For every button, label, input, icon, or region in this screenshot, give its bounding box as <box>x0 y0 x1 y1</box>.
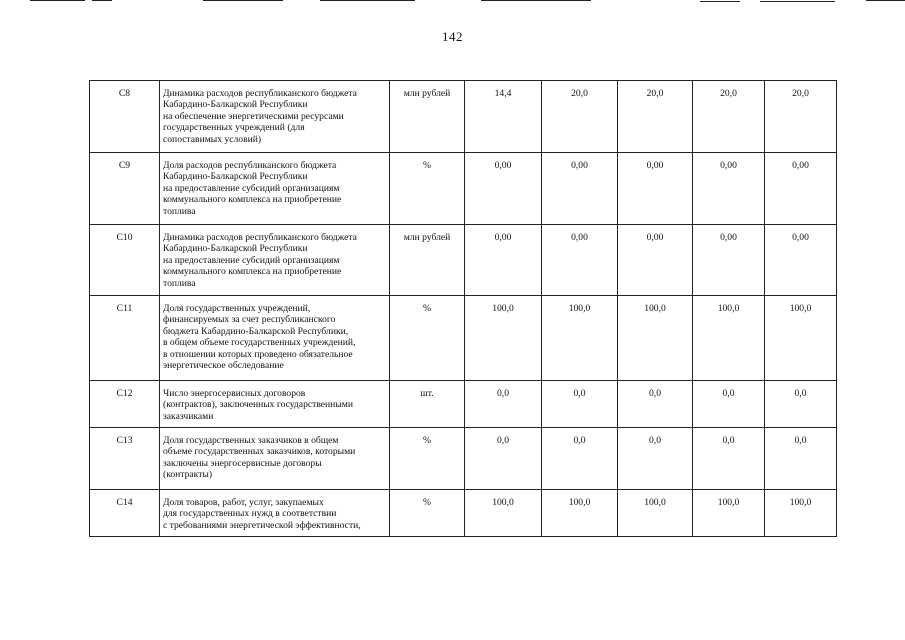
scan-artifact-line <box>700 1 740 2</box>
indicator-value: 100,0 <box>765 490 837 537</box>
indicator-name-line: объеме государственных заказчиков, которыми <box>163 446 356 458</box>
indicators-table-body <box>90 81 837 537</box>
indicator-value: 0,0 <box>542 428 618 490</box>
table-row <box>90 81 837 153</box>
indicator-value: 100,0 <box>618 296 693 381</box>
indicator-value: 0,00 <box>542 225 618 296</box>
indicator-name-line: топлива <box>163 277 196 289</box>
indicator-value: 0,00 <box>465 225 542 296</box>
indicator-name-line: (контракты) <box>163 469 213 481</box>
table-row <box>90 153 837 225</box>
indicator-value: 100,0 <box>542 296 618 381</box>
indicator-name-line: заказчиками <box>163 410 214 422</box>
indicator-unit: % <box>390 490 465 537</box>
indicator-value: 100,0 <box>765 296 837 381</box>
indicator-code: С10 <box>90 225 160 296</box>
indicator-code: С8 <box>90 81 160 153</box>
indicator-value: 0,00 <box>765 225 837 296</box>
indicator-name <box>160 153 390 225</box>
indicator-name-line: на предоставление субсидий организациям <box>163 254 340 266</box>
indicator-name-line: в отношении которых проведено обязательное <box>163 348 353 360</box>
indicator-value: 100,0 <box>542 490 618 537</box>
indicator-name-line: бюджета Кабардино-Балкарской Республики, <box>163 325 349 337</box>
table-row <box>90 381 837 428</box>
indicator-value: 20,0 <box>693 81 765 153</box>
indicator-value: 0,00 <box>465 153 542 225</box>
indicator-value: 0,0 <box>693 381 765 428</box>
indicator-unit: шт. <box>390 381 465 428</box>
indicators-table <box>89 80 837 537</box>
indicator-code: С11 <box>90 296 160 381</box>
indicator-value: 0,0 <box>465 381 542 428</box>
scan-artifact-line <box>92 0 112 1</box>
indicator-value: 0,00 <box>693 153 765 225</box>
indicator-name-line: коммунального комплекса на приобретение <box>163 266 342 278</box>
indicator-name-line: государственных учреждений (для <box>163 122 305 134</box>
table-row <box>90 225 837 296</box>
indicator-name-line: коммунального комплекса на приобретение <box>163 194 342 206</box>
indicator-name-line: Кабардино-Балкарской Республики <box>163 243 308 255</box>
indicator-name-line: Динамика расходов республиканского бюджета <box>163 232 357 243</box>
scan-artifact-line <box>320 0 415 1</box>
indicator-value: 100,0 <box>618 490 693 537</box>
indicator-value: 20,0 <box>618 81 693 153</box>
indicator-name-line: Доля расходов республиканского бюджета <box>163 160 337 171</box>
indicator-value: 0,00 <box>765 153 837 225</box>
indicator-value: 100,0 <box>693 296 765 381</box>
table-row <box>90 490 837 537</box>
indicator-value: 100,0 <box>465 296 542 381</box>
indicator-value: 0,0 <box>465 428 542 490</box>
scan-artifact-line <box>30 0 85 1</box>
indicator-value: 0,0 <box>618 428 693 490</box>
indicator-name <box>160 428 390 490</box>
indicator-value: 14,4 <box>465 81 542 153</box>
indicator-unit: млн рублей <box>390 225 465 296</box>
indicator-name <box>160 381 390 428</box>
indicator-name-line: топлива <box>163 205 196 217</box>
indicator-code: С14 <box>90 490 160 537</box>
indicator-value: 0,0 <box>618 381 693 428</box>
indicator-name <box>160 81 390 153</box>
indicator-name-line: на предоставление субсидий организациям <box>163 182 340 194</box>
indicator-value: 100,0 <box>693 490 765 537</box>
indicator-name-line: Число энергосервисных договоров <box>163 388 306 399</box>
table-row <box>90 428 837 490</box>
indicator-value: 0,00 <box>693 225 765 296</box>
scan-artifact-line <box>866 0 905 1</box>
indicator-name-line: сопоставимых условий) <box>163 133 262 145</box>
indicator-name-line: Кабардино-Балкарской Республики <box>163 171 308 183</box>
indicator-name-line: Доля товаров, работ, услуг, закупаемых <box>163 497 324 508</box>
indicator-unit: % <box>390 428 465 490</box>
indicator-name-line: Доля государственных заказчиков в общем <box>163 435 339 446</box>
indicator-unit: % <box>390 153 465 225</box>
indicator-name-line: на обеспечение энергетическими ресурсами <box>163 110 344 122</box>
indicator-value: 0,00 <box>542 153 618 225</box>
scan-artifact-line <box>760 1 835 2</box>
table-row <box>90 296 837 381</box>
indicator-value: 0,0 <box>542 381 618 428</box>
indicator-value: 0,0 <box>765 428 837 490</box>
indicator-name <box>160 490 390 537</box>
scan-artifact-line <box>203 0 283 1</box>
indicator-code: С13 <box>90 428 160 490</box>
scan-artifact-line <box>481 0 591 1</box>
indicator-value: 0,00 <box>618 153 693 225</box>
indicator-name-line: (контрактов), заключенных государственными <box>163 399 353 411</box>
indicator-value: 0,00 <box>618 225 693 296</box>
indicator-value: 20,0 <box>542 81 618 153</box>
indicator-name-line: Кабардино-Балкарской Республики <box>163 99 308 111</box>
indicator-name <box>160 296 390 381</box>
indicator-value: 100,0 <box>465 490 542 537</box>
indicator-name-line: заключены энергосервисные договоры <box>163 457 322 469</box>
indicator-code: С9 <box>90 153 160 225</box>
indicator-value: 0,0 <box>693 428 765 490</box>
indicator-name-line: финансируемых за счет республиканского <box>163 314 336 326</box>
indicator-name-line: для государственных нужд в соответствии <box>163 508 337 520</box>
indicator-value: 20,0 <box>765 81 837 153</box>
indicator-unit: млн рублей <box>390 81 465 153</box>
page-number: 142 <box>442 29 463 44</box>
indicator-name-line: Доля государственных учреждений, <box>163 303 311 314</box>
indicator-name-line: в общем объеме государственных учреждений, <box>163 337 356 349</box>
indicator-name-line: с требованиями энергетической эффективности, <box>163 519 361 531</box>
indicator-value: 0,0 <box>765 381 837 428</box>
indicator-name-line: Динамика расходов республиканского бюджета <box>163 88 357 99</box>
indicator-name-line: энергетическое обследование <box>163 360 284 372</box>
indicator-unit: % <box>390 296 465 381</box>
indicator-code: С12 <box>90 381 160 428</box>
indicator-name <box>160 225 390 296</box>
